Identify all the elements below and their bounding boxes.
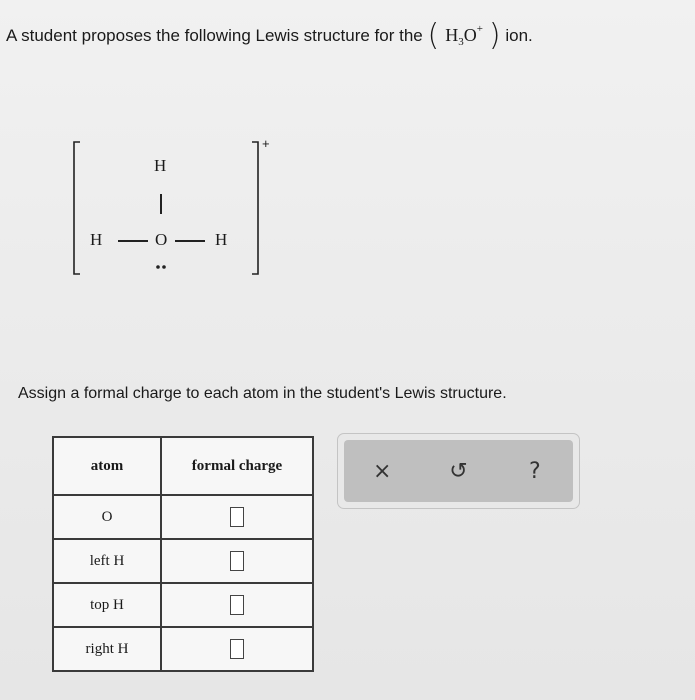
undo-button[interactable]: [438, 451, 478, 491]
formal-charge-input-top-h[interactable]: [230, 595, 244, 615]
question-prompt: [6, 18, 533, 53]
prompt-ion-word: ion.: [505, 26, 533, 45]
formal-charge-input-left-h[interactable]: [230, 551, 244, 571]
formal-charge-table: [52, 436, 314, 672]
atom-cell: left H: [53, 539, 161, 583]
top-h-atom: H: [154, 156, 167, 175]
prompt-text: A student proposes the following Lewis structure for the: [6, 26, 423, 45]
close-paren: ): [488, 18, 501, 53]
table-header-row: [53, 437, 313, 495]
undo-icon: ↺: [449, 458, 468, 484]
open-paren: (: [427, 18, 440, 53]
clear-button[interactable]: [362, 451, 402, 491]
formal-charge-input-right-h[interactable]: [230, 639, 244, 659]
table-row: [53, 627, 313, 671]
lewis-structure: [62, 130, 282, 280]
help-button[interactable]: [515, 451, 555, 491]
formal-charge-cell: [161, 495, 313, 539]
formal-charge-cell: [161, 583, 313, 627]
formula-h: H: [445, 25, 459, 45]
formula-charge: +: [476, 23, 483, 35]
ion-charge: +: [262, 136, 270, 151]
table-row: [53, 539, 313, 583]
help-icon: ?: [528, 458, 541, 484]
lewis-brackets: [62, 130, 282, 280]
instruction-text: Assign a formal charge to each atom in the student's Lewis structure.: [18, 385, 507, 402]
formula-o: O: [463, 25, 477, 45]
formula-subscript: 3: [458, 36, 464, 48]
atom-column-header: atom: [53, 437, 161, 495]
left-h-atom: H: [90, 230, 103, 249]
table-row: [53, 583, 313, 627]
atom-cell: right H: [53, 627, 161, 671]
formal-charge-input-o[interactable]: [230, 507, 244, 527]
atom-cell: O: [53, 495, 161, 539]
answer-toolbar: [337, 433, 580, 509]
close-icon: ×: [372, 458, 392, 484]
toolbar-button-group: [344, 440, 573, 502]
right-h-atom: H: [215, 230, 228, 249]
atom-cell: top H: [53, 583, 161, 627]
formal-charge-cell: [161, 627, 313, 671]
table-row: [53, 495, 313, 539]
ion-formula: [441, 23, 487, 48]
formal-charge-cell: [161, 539, 313, 583]
center-o-atom: O: [155, 230, 168, 249]
formal-charge-column-header: formal charge: [161, 437, 313, 495]
